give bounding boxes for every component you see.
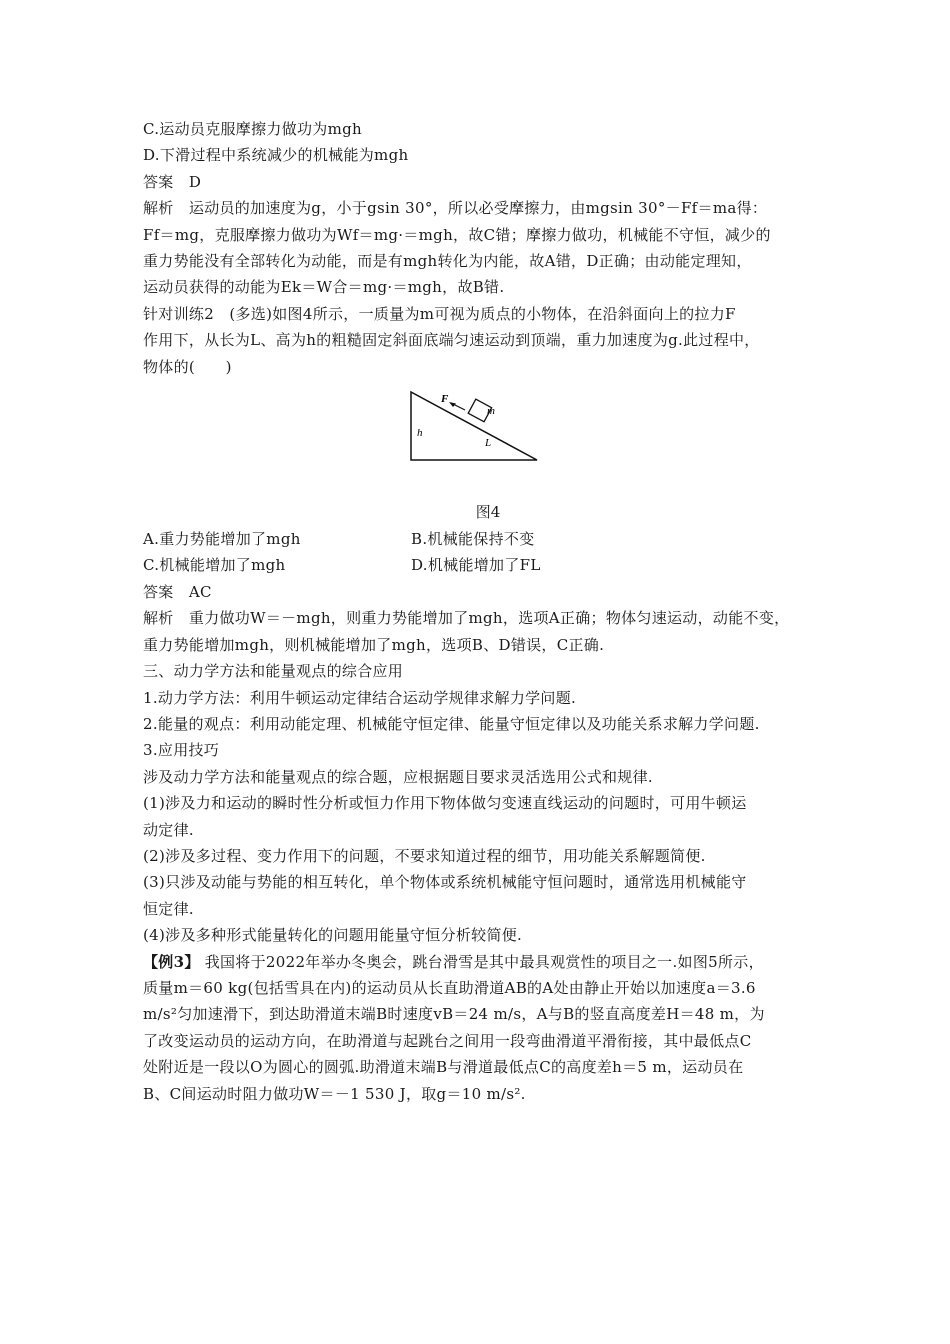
label-F: F — [441, 393, 449, 406]
text-line: 恒定律. — [143, 899, 194, 918]
example-tag: 【例3】 — [143, 952, 200, 971]
text-line: 物体的( ) — [143, 357, 232, 376]
option-a: A.重力势能增加了mgh — [143, 530, 301, 549]
text-line: (1)涉及力和运动的瞬时性分析或恒力作用下物体做匀变速直线运动的问题时，可用牛顿运 — [143, 794, 747, 813]
text-line: 重力势能增加mgh，则机械能增加了mgh，选项B、D错误，C正确. — [143, 635, 605, 654]
incline-figure — [143, 388, 833, 498]
exercise-line: 针对训练2 (多选)如图4所示，一质量为m可视为质点的小物体，在沿斜面向上的拉力F — [143, 304, 736, 323]
example-line: 处附近是一段以O为圆心的圆弧.助滑道末端B与滑道最低点C的高度差h＝5 m，运动员在 — [143, 1058, 744, 1077]
text-line: 1.动力学方法：利用牛顿运动定律结合运动学规律求解力学问题. — [143, 688, 577, 707]
text-line: 涉及动力学方法和能量观点的综合题，应根据题目要求灵活选用公式和规律. — [143, 767, 653, 786]
force-arrowhead — [449, 402, 456, 407]
label-m: m — [487, 405, 495, 418]
example-text: 我国将于2022年举办冬奥会，跳台滑雪是其中最具观赏性的项目之一.如图5所示， — [199, 952, 764, 971]
text-line: 3.应用技巧 — [143, 741, 220, 760]
example-first-line — [143, 949, 833, 975]
options-row — [143, 552, 833, 578]
section-heading: 三、动力学方法和能量观点的综合应用 — [143, 662, 404, 681]
text-line: Ff＝mg，克服摩擦力做功为Wf＝mg·＝mgh，故C错；摩擦力做功，机械能不守恒，减少的 — [143, 225, 771, 244]
answer-line: 答案 AC — [143, 582, 212, 601]
option-d: D.机械能增加了FL — [411, 556, 541, 575]
text-line: 重力势能没有全部转化为动能，而是有mgh转化为内能，故A错，D正确；由动能定理知， — [143, 252, 752, 271]
analysis-line: 解析 重力做功W＝－mgh，则重力势能增加了mgh，选项A正确；物体匀速运动，动能不变， — [143, 609, 790, 628]
figure-caption: 图4 — [475, 503, 501, 522]
option-c: C.机械能增加了mgh — [143, 556, 286, 575]
text-line: 动定律. — [143, 820, 194, 839]
analysis-line: 解析 运动员的加速度为g，小于gsin 30°，所以必受摩擦力，由mgsin 30°－Ff＝ma得： — [143, 199, 768, 218]
text-line: (3)只涉及动能与势能的相互转化，单个物体或系统机械能守恒问题时，通常选用机械能守 — [143, 873, 747, 892]
example-line: 了改变运动员的运动方向，在助滑道与起跳台之间用一段弯曲滑道平滑衔接，其中最低点C — [143, 1031, 752, 1050]
label-h: h — [417, 427, 423, 440]
text-line: D.下滑过程中系统减少的机械能为mgh — [143, 146, 409, 165]
options-row — [143, 526, 833, 552]
text-line: (4)涉及多种形式能量转化的问题用能量守恒分析较简便. — [143, 926, 523, 945]
option-b: B.机械能保持不变 — [411, 530, 535, 549]
example-line: m/s²匀加速滑下，到达助滑道末端B时速度vB＝24 m/s，A与B的竖直高度差H＝48 m，为 — [143, 1005, 765, 1024]
text-line: (2)涉及多过程、变力作用下的问题，不要求知道过程的细节，用功能关系解题简便. — [143, 846, 706, 865]
text-line: 运动员获得的动能为Ek＝W合＝mg·＝mgh，故B错. — [143, 278, 505, 297]
answer-line: 答案 D — [143, 172, 202, 191]
text-line: 作用下，从长为L、高为h的粗糙固定斜面底端匀速运动到顶端，重力加速度为g.此过程中， — [143, 331, 760, 350]
document-page — [143, 116, 833, 1107]
incline-diagram — [401, 388, 541, 464]
text-line: 2.能量的观点：利用动能定理、机械能守恒定律、能量守恒定律以及功能关系求解力学问题. — [143, 714, 760, 733]
text-line: C.运动员克服摩擦力做功为mgh — [143, 120, 362, 138]
example-line: B、C间运动时阻力做功W＝－1 530 J，取g＝10 m/s². — [143, 1084, 526, 1103]
label-L: L — [485, 437, 492, 450]
example-line: 质量m＝60 kg(包括雪具在内)的运动员从长直助滑道AB的A处由静止开始以加速度a＝3.6 — [143, 978, 756, 997]
